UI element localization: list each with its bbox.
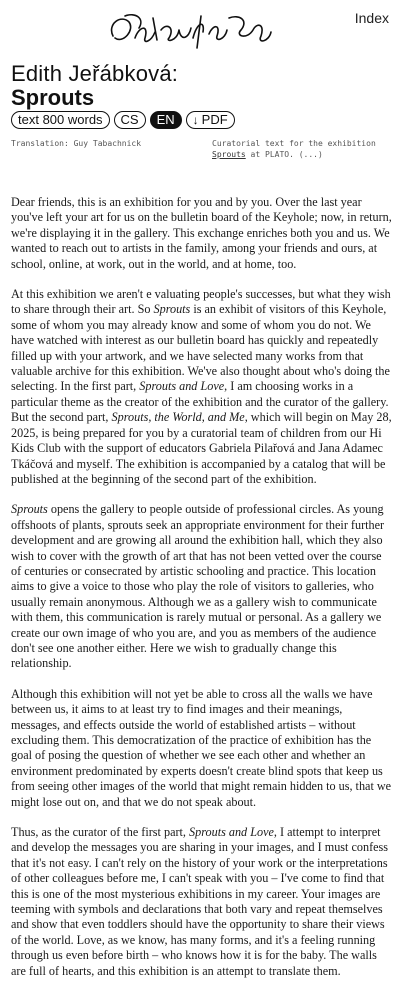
paragraph-1: Dear friends, this is an exhibition for you and by you. Over the last year you've left your art for us on the bulletin board of the Keyhole; now, in return, we're displaying it in the gallery. This exchange enriches both you and us. We wanted to reach out to artists in the family, among your friends and ours, at school, online, at work, out in the world, and at home, too. [11, 195, 392, 271]
curatorial-note [212, 138, 392, 160]
curatorial-suffix: at PLATO. (...) [250, 150, 323, 159]
tag-bar [11, 111, 235, 129]
word-count-tag[interactable]: text 800 words [11, 111, 110, 129]
pdf-download-button[interactable] [186, 111, 235, 129]
language-en-button[interactable]: EN [150, 111, 182, 129]
paragraph-4: Although this exhibition will not yet be able to cross all the walls we have between us, it aims to at least try to find images and their meanings, messages, and effects outside the world of established artists – without excluding them. This democratization of the practice of exhibition has the goal of posing the question of whether we see each other and whether an environment predominated by experts doesn't create blind spots that keep us from seeing other images of the world that might remain hidden to us, that we might lose out on, and that we do not speak about. [11, 686, 392, 809]
page-header [0, 0, 400, 60]
exhibition-link[interactable]: Sprouts [212, 150, 246, 159]
work-title: Sprouts [11, 85, 95, 110]
author-name: Edith Jeřábková: [11, 61, 179, 86]
octopus-press-logo[interactable] [105, 8, 275, 52]
title-block [11, 62, 178, 110]
translation-credit: Translation: Guy Tabachnick [11, 139, 142, 148]
language-cs-button[interactable]: CS [114, 111, 146, 129]
paragraph-5: Thus, as the curator of the first part, Sprouts and Love, I attempt to interpret and develop the messages you are sharing in your images, and I must confess that it's not easy. I can't rely on the history of your work or the interpretations of other colleagues before me, I can't speak with you – I've come to find that this is one of the most mysterious exhibitions in my career. Your images are teeming with symbols and declarations that both vary and repeat themselves and show that even toddlers should have the opportunity to share their views of the world. Love, as we know, has many forms, and it's a feeling running through us even before birth – who knows how it is for the baby. The walls are full of hearts, and this exhibition is an attempt to translate them. [11, 825, 389, 978]
article-body [11, 195, 393, 994]
index-link[interactable]: Index [354, 10, 389, 26]
curatorial-prefix: Curatorial text for the exhibition [212, 139, 376, 148]
paragraph-2: At this exhibition we aren't e valuating people's successes, but what they wish to share through their art. So Sprouts is an exhibit of visitors of this Keyhole, some of whom you may already know and some of whom you do not. We have watched with interest as our bulletin board has quickly and repeatedly filled up with your artwork, and we have selected many works from that valuable archive for this exhibition. We've also thought about who's doing the selecting. In the first part, Sprouts and Love, I am choosing works in a particular theme as the creator of the exhibition and the curator of the gallery. But the second part, Sprouts, the World, and Me, which will begin on May 28, 2025, is being prepared for you by a curatorial team of children from our Hi Kids Club with the support of educators Gabriela Pilařová and Jana Adamec Tkáčová and myself. The exhibition is accompanied by a catalog that will be published at the beginning of the second part of the exhibition. [11, 287, 392, 486]
download-arrow-icon: ↓ [192, 113, 199, 127]
paragraph-3: Sprouts opens the gallery to people outside of professional circles. As young offshoots of plants, sprouts seek an appropriate environment for their further development and are growing all around the exhibition hall, which they also wish to cover with the growth of art that has not been vetted over the course of centuries or consecrated by artistic schooling and practice. This location aims to give a voice to those who play the role of visitors to galleries, who usually remain anonymous. Although we as a gallery wish to communicate with them, this communication is rarely mutual or personal. As a gallery we create our own image of who you are, and you as members of the audience don't see one another either. Here we wish to gradually change this relationship. [11, 502, 385, 671]
pdf-label: PDF [201, 112, 228, 127]
